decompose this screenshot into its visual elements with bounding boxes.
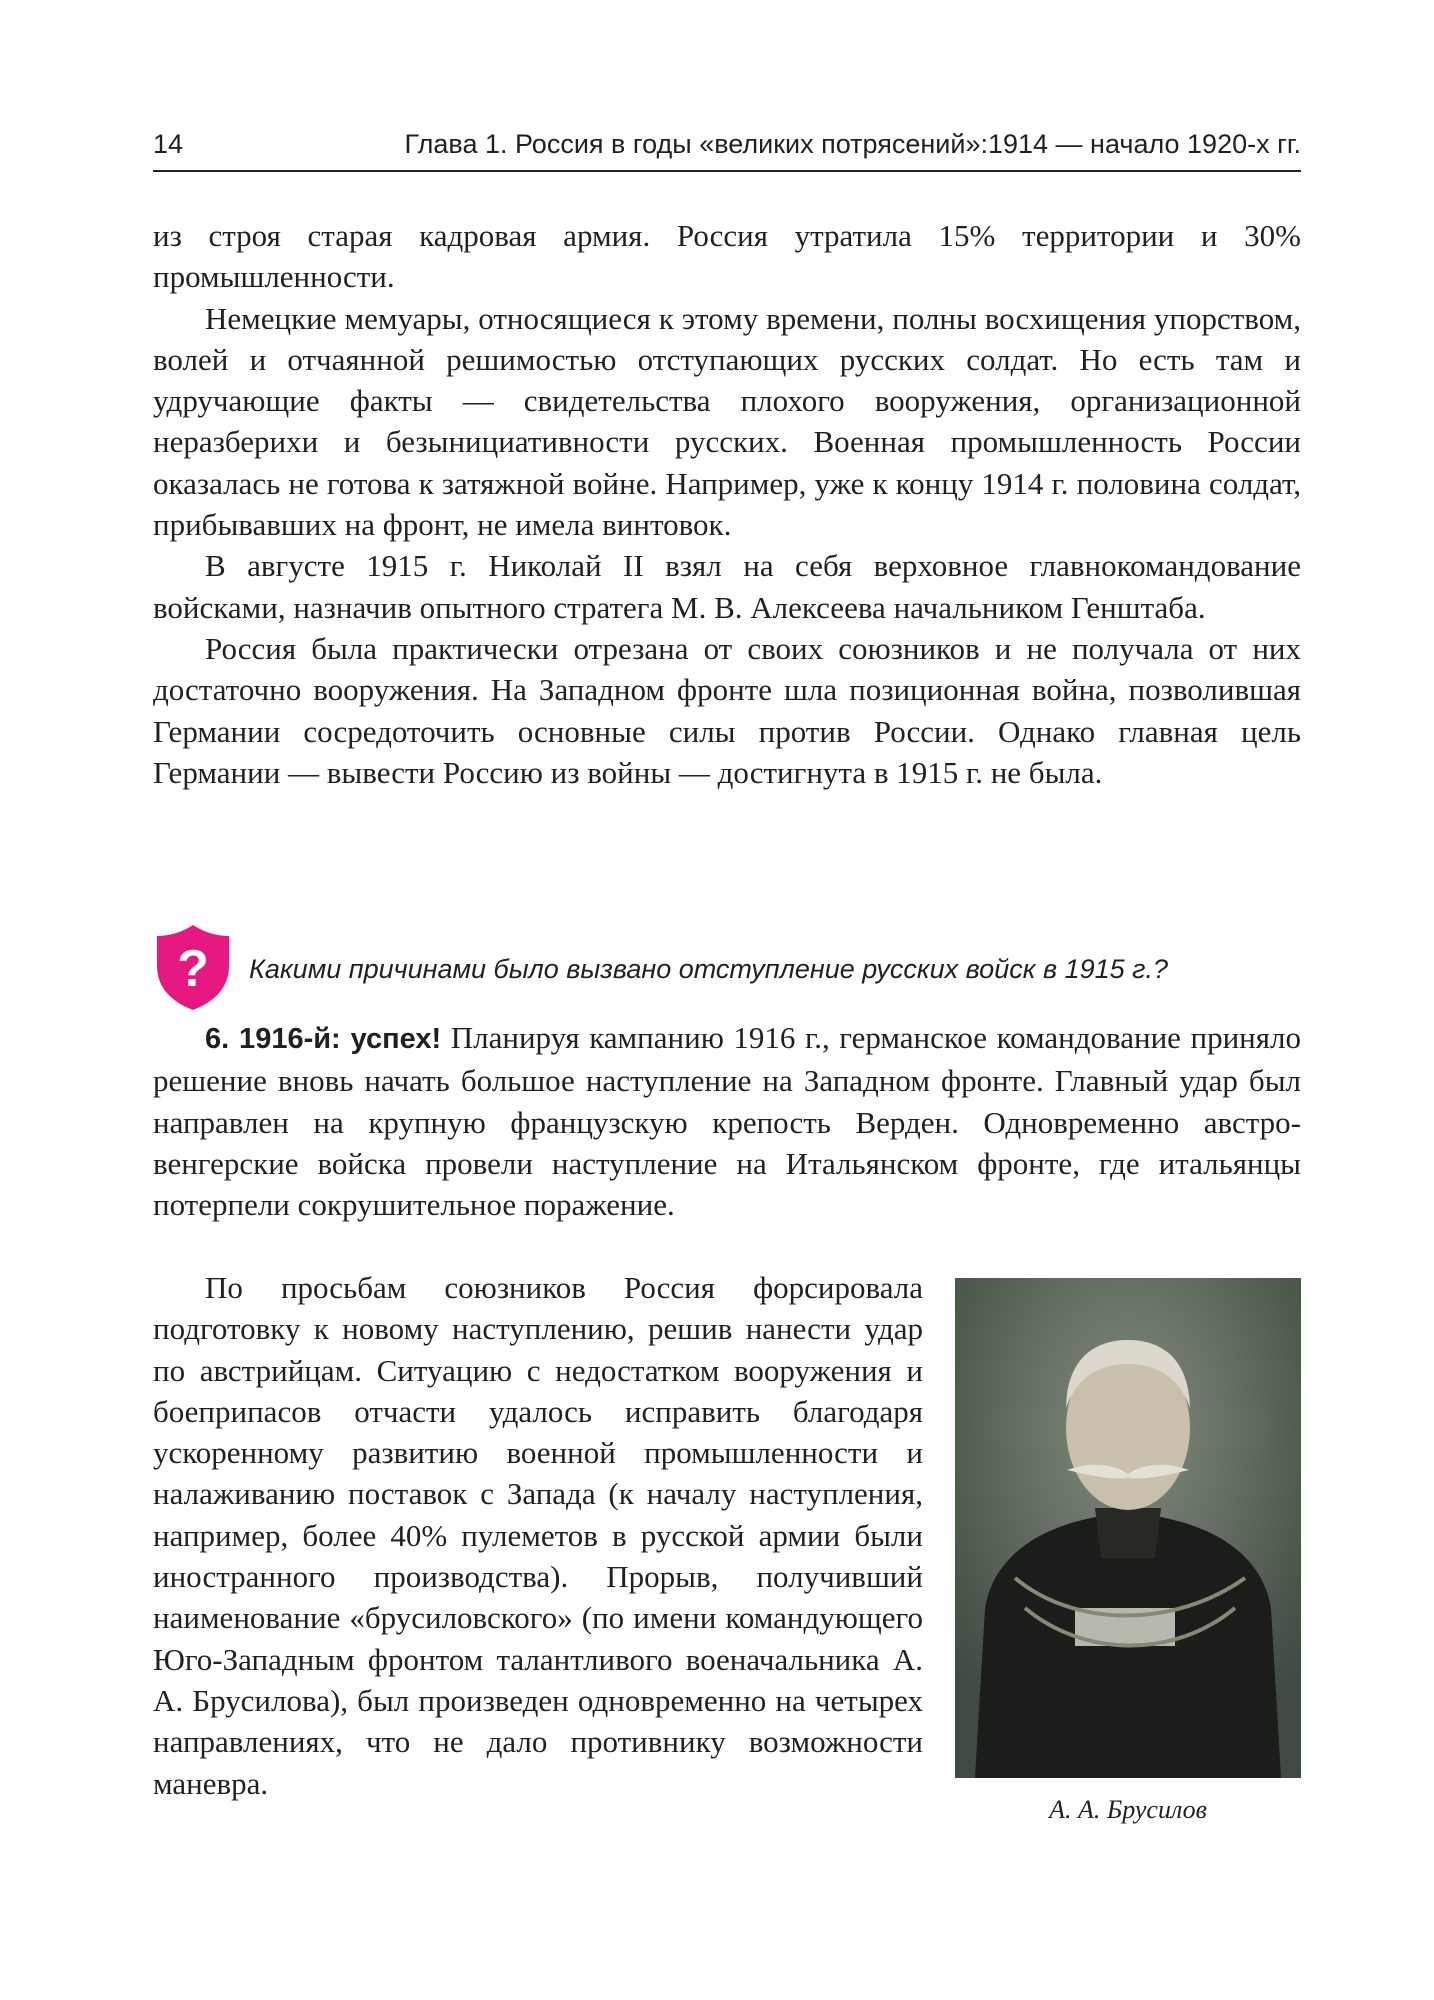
paragraph-allies-cut-off: Россия была практически отрезана от своих союзников и не получала от них достаточно вооружения. На Западном фронте шла позиционная война, позволившая Германии сосредоточить основные силы против России. Однако главная цель Германии — вывести Россию из войны — достигнута в 1915 г. не была.: [153, 630, 1301, 790]
chapter-title: Глава 1. Россия в годы «великих потрясений»:1914 — начало 1920-х гг.: [404, 129, 1301, 159]
paragraph-german-memoirs: Немецкие мемуары, относящиеся к этому времени, полны восхищения упорством, волей и отчаянной решимостью отступающих русских солдат. Но есть там и удручающие факты — свидетельства плохого вооружения, организационной неразберихи и безынициативности русских. Военная промышленность России оказалась не готова к затяжной войне. Например, уже к концу 1914 г. половина солдат, прибывавших на фронт, не имела винтовок.: [153, 300, 1301, 543]
question-text: Какими причинами было вызвано отступление русских войск в 1915 г.?: [249, 954, 1168, 984]
section-1916: [153, 1017, 1301, 1225]
question-box: [153, 922, 1301, 1012]
page-number: 14: [153, 129, 184, 159]
portrait-figure: [955, 1278, 1301, 1826]
paragraph-brusilov-offensive: По просьбам союзников Россия форсировала подготовку к новому наступлению, решив нанести удар по австрийцам. Ситуацию с недостатком вооружения и боеприпасов отчасти удалось исправить благодаря ускоренному развитию военной промышленности и налаживанию поставок с Запада (к началу наступления, например, более 40% пулеметов в русской армии были иностранного производства). Прорыв, получивший наименование «брусиловского» (по имени командующего Юго-Западным фронтом талантливого военачальника А. А. Брусилова), был произведен одновременно на четырех направлениях, что не дало противнику возможности маневра.: [153, 1270, 923, 1801]
question-shield-icon: [153, 922, 233, 1012]
portrait-photo: [955, 1278, 1301, 1778]
paragraph-august-1915: В августе 1915 г. Николай II взял на себя верховное главнокомандование войсками, назначив опытного стратега М. В. Алексеева начальником Генштаба.: [153, 548, 1301, 625]
section-heading: 6. 1916-й: успех!: [205, 1023, 442, 1055]
running-header: [153, 128, 1301, 172]
portrait-caption: А. А. Брусилов: [1049, 1795, 1207, 1824]
text-block-bottom: [153, 1267, 923, 1804]
section-paragraph: [153, 1017, 1301, 1225]
section-text: Планируя кампанию 1916 г., германское командование приняло решение вновь начать большое наступление на Западном фронте. Главный удар был направлен на крупную французскую крепость Верден. Одновременно австро-венгерские войска провели наступление на Итальянском фронте, где итальянцы потерпели сокрушительное поражение.: [153, 1020, 1301, 1223]
paragraph-continuation: из строя старая кадровая армия. Россия утратила 15% территории и 30% промышленности.: [153, 218, 1301, 295]
question-mark: ?: [177, 940, 209, 998]
text-block-top: [153, 215, 1301, 793]
